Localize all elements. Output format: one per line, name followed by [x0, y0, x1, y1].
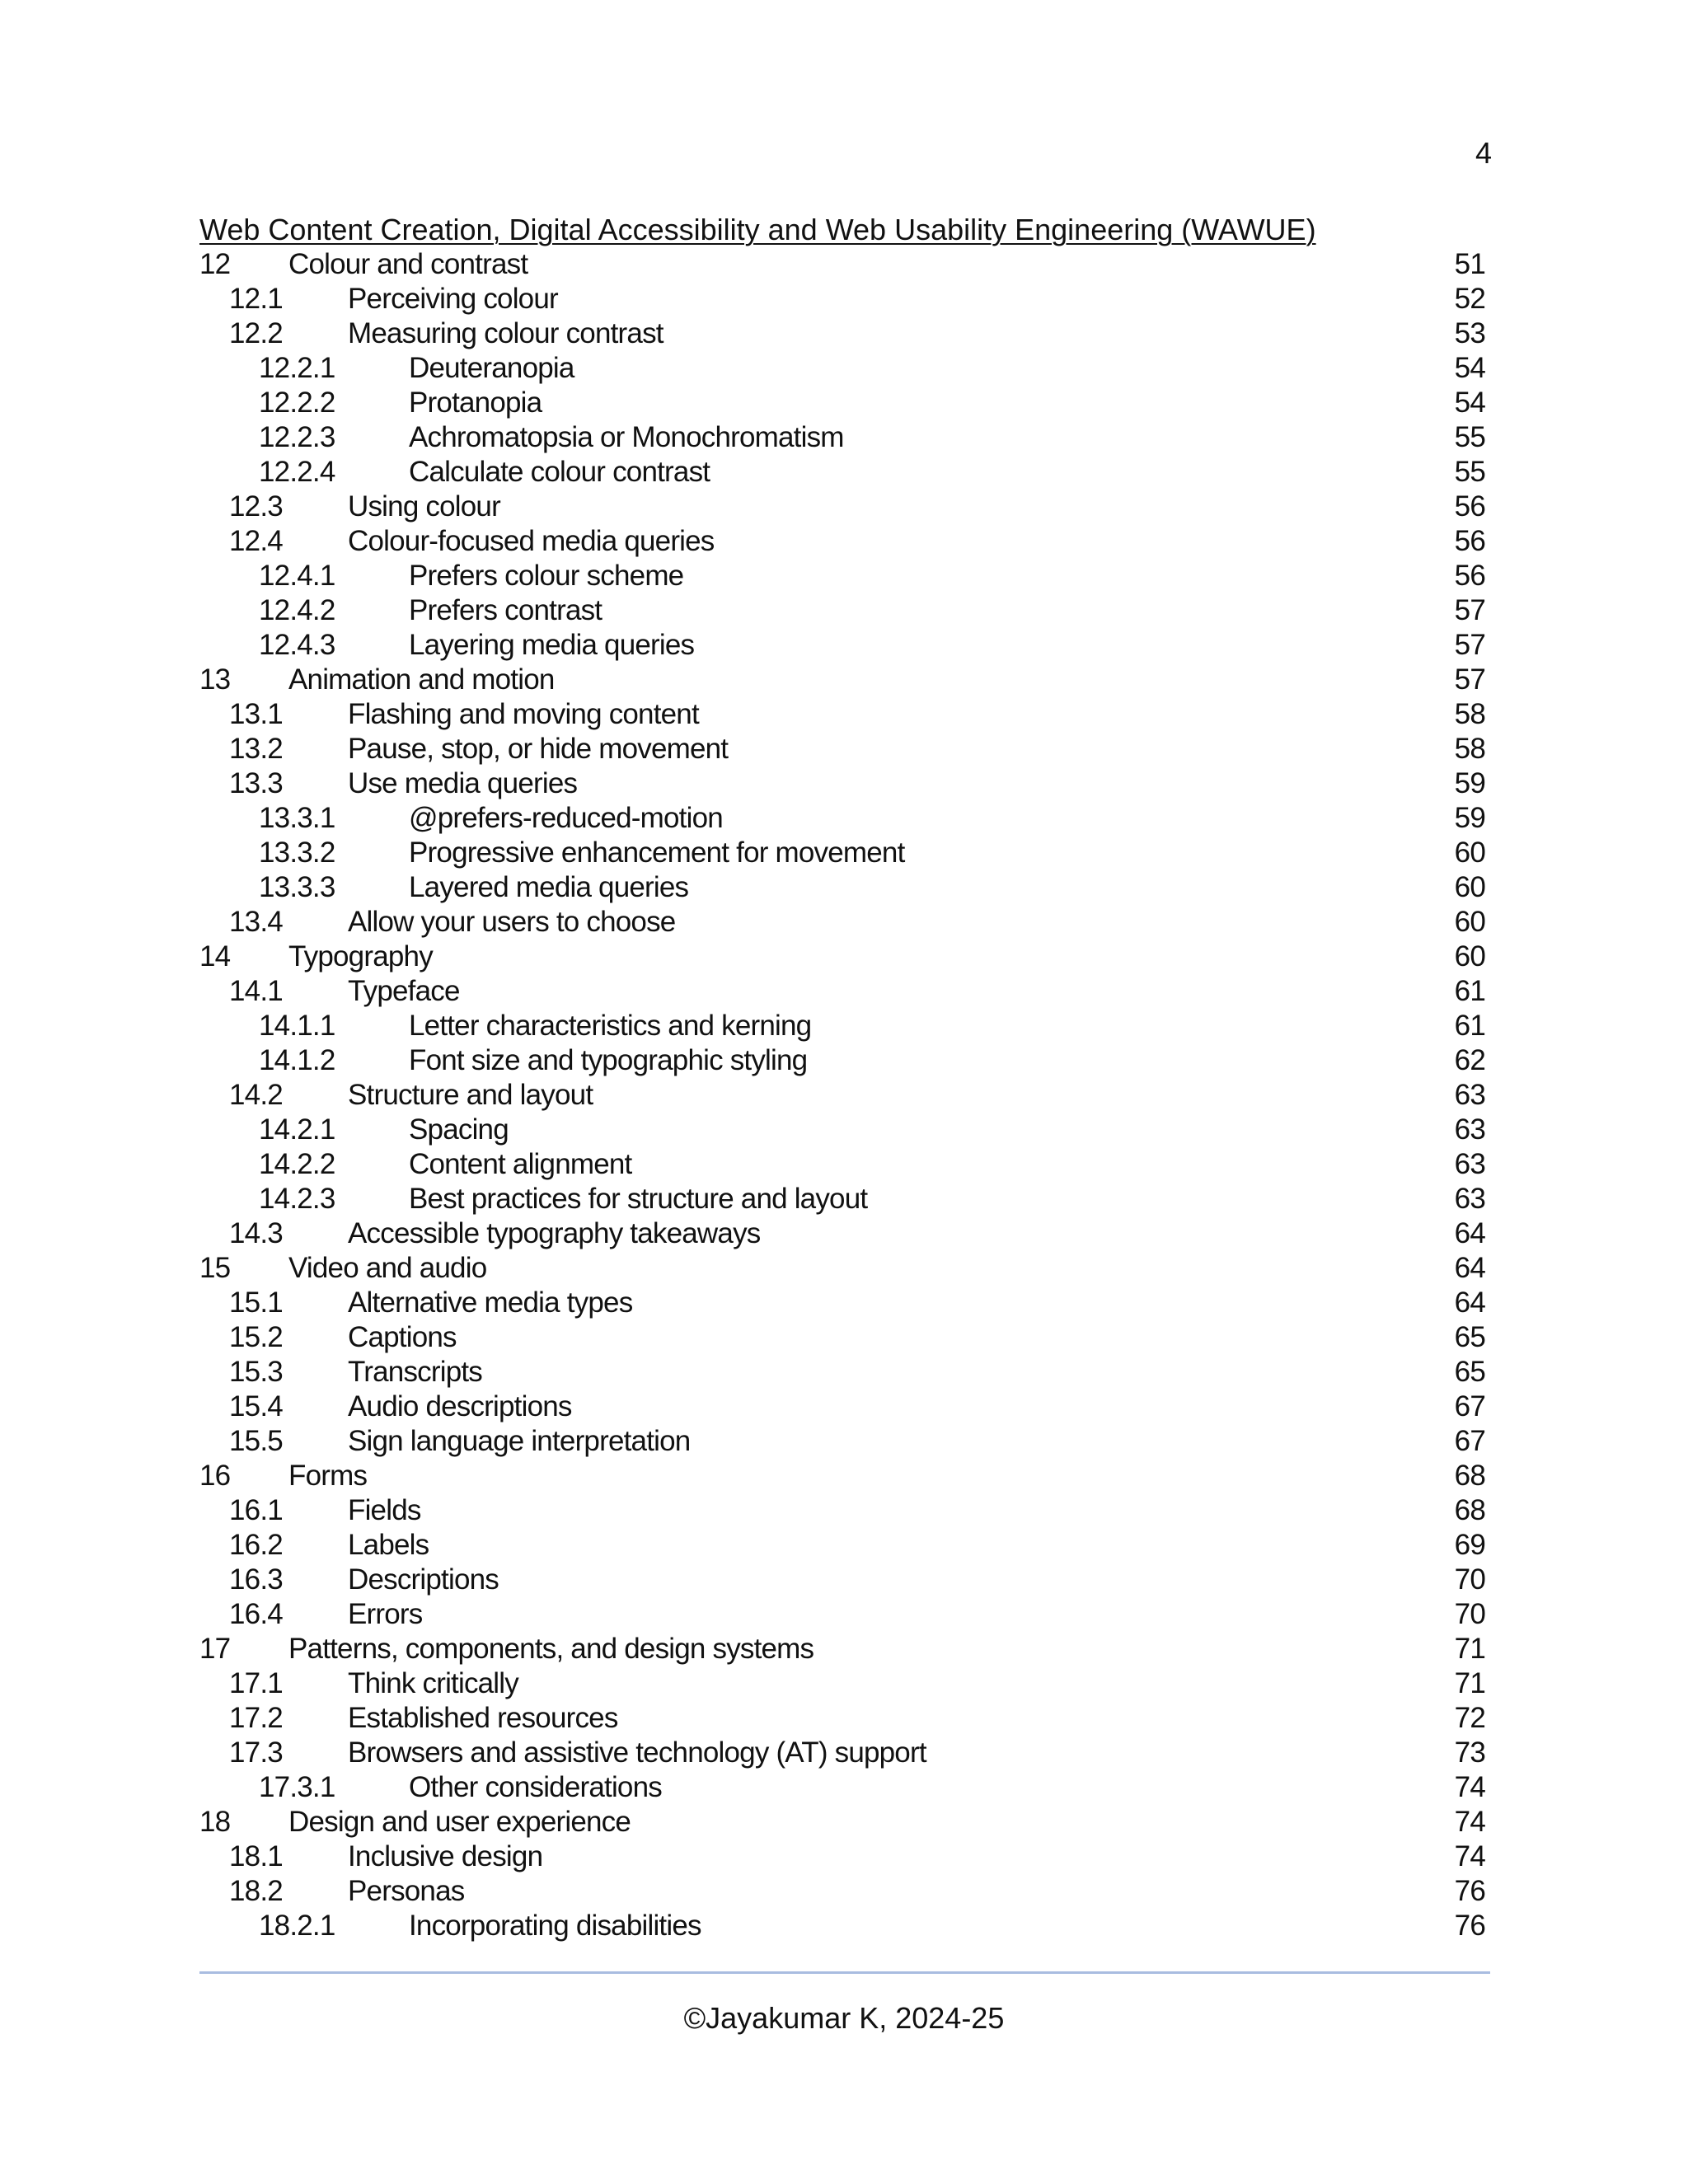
- toc-page-number: 57: [1454, 629, 1485, 661]
- toc-section-number: 15: [199, 1252, 231, 1284]
- toc-entry[interactable]: [199, 940, 1485, 974]
- toc-section-number: 17.2: [229, 1702, 283, 1734]
- toc-section-number: 15.3: [229, 1356, 283, 1388]
- toc-page-number: 56: [1454, 560, 1485, 592]
- toc-section-number: 12: [199, 248, 231, 280]
- toc-page-number: 60: [1454, 940, 1485, 972]
- toc-section-number: 13.1: [229, 698, 283, 730]
- toc-section-title: Colour-focused media queries: [348, 525, 715, 557]
- toc-section-title: Best practices for structure and layout: [409, 1183, 868, 1215]
- toc-page-number: 73: [1454, 1736, 1485, 1769]
- page-number: 4: [1475, 136, 1492, 170]
- toc-section-number: 14.1: [229, 975, 283, 1007]
- toc-page-number: 60: [1454, 906, 1485, 938]
- toc-section-number: 12.2.3: [259, 421, 335, 453]
- toc-section-number: 14: [199, 940, 231, 972]
- toc-entry[interactable]: [199, 1770, 1485, 1805]
- toc-entry[interactable]: [199, 1424, 1485, 1459]
- toc-entry[interactable]: [199, 905, 1485, 940]
- toc-section-number: 16.4: [229, 1598, 283, 1630]
- toc-section-title: Incorporating disabilities: [409, 1910, 701, 1942]
- toc-page-number: 74: [1454, 1806, 1485, 1838]
- toc-entry[interactable]: [199, 455, 1485, 490]
- toc-page-number: 69: [1454, 1529, 1485, 1561]
- toc-entry[interactable]: [199, 974, 1485, 1009]
- toc-section-title: Colour and contrast: [288, 248, 528, 280]
- toc-section-number: 13.3.1: [259, 802, 335, 834]
- toc-section-title: Audio descriptions: [348, 1390, 572, 1422]
- toc-entry[interactable]: [199, 1078, 1485, 1113]
- toc-section-title: Pause, stop, or hide movement: [348, 733, 729, 765]
- toc-section-number: 18: [199, 1806, 231, 1838]
- toc-section-title: Established resources: [348, 1702, 618, 1734]
- toc-section-number: 14.2: [229, 1079, 283, 1111]
- toc-section-title: Letter characteristics and kerning: [409, 1010, 812, 1042]
- toc-section-title: Structure and layout: [348, 1079, 593, 1111]
- toc-section-number: 18.2.1: [259, 1910, 335, 1942]
- toc-page-number: 57: [1454, 594, 1485, 626]
- toc-section-title: Design and user experience: [288, 1806, 631, 1838]
- footer-copyright: ©Jayakumar K, 2024-25: [683, 2001, 1005, 2035]
- toc-entry[interactable]: [199, 1216, 1485, 1251]
- toc-section-title: Use media queries: [348, 767, 578, 799]
- toc-section-title: Allow your users to choose: [348, 906, 676, 938]
- toc-page-number: 58: [1454, 733, 1485, 765]
- toc-page-number: 63: [1454, 1113, 1485, 1146]
- toc-entry[interactable]: [199, 1666, 1485, 1701]
- toc-section-title: Calculate colour contrast: [409, 456, 710, 488]
- toc-section-title: Typography: [288, 940, 433, 972]
- toc-entry[interactable]: [199, 870, 1485, 905]
- toc-section-number: 12.2: [229, 317, 283, 349]
- toc-entry[interactable]: [199, 1909, 1485, 1943]
- toc-entry[interactable]: [199, 559, 1485, 593]
- toc-entry[interactable]: [199, 1320, 1485, 1355]
- toc-page-number: 62: [1454, 1044, 1485, 1076]
- toc-section-title: Captions: [348, 1321, 457, 1353]
- toc-entry[interactable]: [199, 836, 1485, 870]
- toc-section-number: 15.2: [229, 1321, 283, 1353]
- toc-section-title: Forms: [288, 1460, 368, 1492]
- toc-section-title: Layering media queries: [409, 629, 695, 661]
- toc-entry[interactable]: [199, 1251, 1485, 1286]
- toc-section-number: 13.3.3: [259, 871, 335, 903]
- toc-page-number: 74: [1454, 1771, 1485, 1803]
- toc-section-number: 18.2: [229, 1875, 283, 1907]
- toc-page-number: 59: [1454, 802, 1485, 834]
- toc-section-number: 12.4.1: [259, 560, 335, 592]
- toc-entry[interactable]: [199, 490, 1485, 524]
- toc-section-title: Animation and motion: [288, 663, 555, 696]
- toc-entry[interactable]: [199, 1632, 1485, 1666]
- toc-page-number: 58: [1454, 698, 1485, 730]
- toc-section-title: Labels: [348, 1529, 429, 1561]
- toc-section-title: Progressive enhancement for movement: [409, 837, 905, 869]
- toc-entry[interactable]: [199, 1493, 1485, 1528]
- toc-section-number: 12.1: [229, 283, 283, 315]
- toc-page-number: 67: [1454, 1425, 1485, 1457]
- toc-page-number: 55: [1454, 421, 1485, 453]
- toc-entry[interactable]: [199, 1805, 1485, 1840]
- toc-entry[interactable]: [199, 1563, 1485, 1597]
- toc-section-number: 12.2.2: [259, 387, 335, 419]
- toc-section-title: Prefers colour scheme: [409, 560, 684, 592]
- toc-page-number: 70: [1454, 1563, 1485, 1596]
- toc-page-number: 60: [1454, 871, 1485, 903]
- toc-page-number: 71: [1454, 1667, 1485, 1699]
- toc-section-title: Achromatopsia or Monochromatism: [409, 421, 844, 453]
- footer-divider: [199, 1971, 1490, 1974]
- toc-section-title: Patterns, components, and design systems: [288, 1633, 814, 1665]
- toc-page-number: 68: [1454, 1494, 1485, 1526]
- toc-section-number: 13.2: [229, 733, 283, 765]
- toc-section-title: Font size and typographic styling: [409, 1044, 808, 1076]
- toc-entry[interactable]: [199, 1597, 1485, 1632]
- toc-page-number: 64: [1454, 1252, 1485, 1284]
- toc-page-number: 65: [1454, 1321, 1485, 1353]
- toc-entry[interactable]: [199, 1390, 1485, 1424]
- toc-section-title: Think critically: [348, 1667, 518, 1699]
- toc-page-number: 61: [1454, 975, 1485, 1007]
- toc-entry[interactable]: [199, 766, 1485, 801]
- toc-section-title: Deuteranopia: [409, 352, 574, 384]
- toc-page-number: 53: [1454, 317, 1485, 349]
- toc-section-number: 12.2.4: [259, 456, 335, 488]
- toc-entry[interactable]: [199, 697, 1485, 732]
- toc-section-number: 14.1.1: [259, 1010, 335, 1042]
- toc-section-number: 16.3: [229, 1563, 283, 1596]
- toc-section-title: Perceiving colour: [348, 283, 558, 315]
- toc-entry[interactable]: [199, 1701, 1485, 1736]
- toc-section-title: Typeface: [348, 975, 460, 1007]
- toc-entry[interactable]: [199, 1355, 1485, 1390]
- toc-entry[interactable]: [199, 1840, 1485, 1874]
- toc-section-title: Prefers contrast: [409, 594, 603, 626]
- toc-section-number: 15.5: [229, 1425, 283, 1457]
- toc-entry[interactable]: [199, 1009, 1485, 1043]
- toc-page-number: 54: [1454, 352, 1485, 384]
- toc-section-number: 13.3: [229, 767, 283, 799]
- toc-section-number: 16.2: [229, 1529, 283, 1561]
- toc-section-number: 16: [199, 1460, 231, 1492]
- toc-page-number: 65: [1454, 1356, 1485, 1388]
- toc-page-number: 63: [1454, 1148, 1485, 1180]
- toc-page-number: 70: [1454, 1598, 1485, 1630]
- toc-entry[interactable]: [199, 1459, 1485, 1493]
- toc-section-number: 12.2.1: [259, 352, 335, 384]
- toc-entry[interactable]: [199, 593, 1485, 628]
- toc-page-number: 64: [1454, 1217, 1485, 1249]
- toc-page-number: 63: [1454, 1183, 1485, 1215]
- toc-page-number: 74: [1454, 1840, 1485, 1872]
- toc-entry[interactable]: [199, 316, 1485, 351]
- toc-entry[interactable]: [199, 524, 1485, 559]
- toc-section-title: Inclusive design: [348, 1840, 543, 1872]
- toc-entry[interactable]: [199, 732, 1485, 766]
- toc-section-title: Spacing: [409, 1113, 509, 1146]
- toc-page-number: 51: [1454, 248, 1485, 280]
- toc-page-number: 61: [1454, 1010, 1485, 1042]
- toc-page-number: 60: [1454, 837, 1485, 869]
- toc-entry[interactable]: [199, 1874, 1485, 1909]
- toc-page-number: 72: [1454, 1702, 1485, 1734]
- toc-entry[interactable]: [199, 1113, 1485, 1147]
- toc-section-title: Using colour: [348, 490, 500, 523]
- toc-entry[interactable]: [199, 1286, 1485, 1320]
- toc-section-number: 14.2.1: [259, 1113, 335, 1146]
- toc-section-title: Alternative media types: [348, 1286, 633, 1319]
- toc-section-title: Sign language interpretation: [348, 1425, 691, 1457]
- toc-section-title: Video and audio: [288, 1252, 487, 1284]
- toc-section-number: 13.3.2: [259, 837, 335, 869]
- toc-page-number: 76: [1454, 1875, 1485, 1907]
- toc-page-number: 63: [1454, 1079, 1485, 1111]
- toc-page-number: 64: [1454, 1286, 1485, 1319]
- toc-section-number: 17.1: [229, 1667, 283, 1699]
- toc-page-number: 54: [1454, 387, 1485, 419]
- toc-section-title: Other considerations: [409, 1771, 662, 1803]
- toc-section-number: 12.4: [229, 525, 283, 557]
- toc-section-number: 18.1: [229, 1840, 283, 1872]
- toc-page-number: 67: [1454, 1390, 1485, 1422]
- toc-entry[interactable]: [199, 1182, 1485, 1216]
- toc-entry[interactable]: [199, 1147, 1485, 1182]
- toc-entry[interactable]: [199, 247, 1485, 282]
- toc-section-title: Descriptions: [348, 1563, 499, 1596]
- toc-section-title: Content alignment: [409, 1148, 632, 1180]
- toc-section-number: 17: [199, 1633, 231, 1665]
- toc-section-number: 13: [199, 663, 231, 696]
- toc-page-number: 71: [1454, 1633, 1485, 1665]
- toc-entry[interactable]: [199, 1736, 1485, 1770]
- toc-section-number: 13.4: [229, 906, 283, 938]
- toc-section-number: 17.3.1: [259, 1771, 335, 1803]
- toc-page-number: 57: [1454, 663, 1485, 696]
- toc-section-title: Protanopia: [409, 387, 542, 419]
- toc-section-title: Browsers and assistive technology (AT) support: [348, 1736, 926, 1769]
- toc-section-title: Accessible typography takeaways: [348, 1217, 761, 1249]
- toc-page-number: 59: [1454, 767, 1485, 799]
- document-header-title: Web Content Creation, Digital Accessibility and Web Usability Engineering (WAWUE): [199, 213, 1316, 246]
- toc-entry[interactable]: [199, 1528, 1485, 1563]
- toc-section-title: Layered media queries: [409, 871, 689, 903]
- toc-entry[interactable]: [199, 1043, 1485, 1078]
- toc-page-number: 55: [1454, 456, 1485, 488]
- toc-section-number: 16.1: [229, 1494, 283, 1526]
- toc-section-title: Flashing and moving content: [348, 698, 699, 730]
- toc-section-title: Fields: [348, 1494, 421, 1526]
- toc-section-number: 14.3: [229, 1217, 283, 1249]
- toc-section-number: 15.4: [229, 1390, 283, 1422]
- toc-section-number: 17.3: [229, 1736, 283, 1769]
- toc-page-number: 76: [1454, 1910, 1485, 1942]
- toc-section-title: Measuring colour contrast: [348, 317, 663, 349]
- toc-section-number: 14.2.2: [259, 1148, 335, 1180]
- toc-section-number: 12.4.3: [259, 629, 335, 661]
- toc-section-title: Personas: [348, 1875, 465, 1907]
- toc-section-number: 14.2.3: [259, 1183, 335, 1215]
- table-of-contents: [199, 247, 1485, 1943]
- toc-section-number: 12.3: [229, 490, 283, 523]
- toc-entry[interactable]: [199, 420, 1485, 455]
- toc-page-number: 56: [1454, 490, 1485, 523]
- toc-page-number: 52: [1454, 283, 1485, 315]
- toc-section-number: 15.1: [229, 1286, 283, 1319]
- toc-entry[interactable]: [199, 282, 1485, 316]
- toc-section-number: 14.1.2: [259, 1044, 335, 1076]
- toc-entry[interactable]: [199, 628, 1485, 663]
- toc-entry[interactable]: [199, 351, 1485, 386]
- toc-section-title: Transcripts: [348, 1356, 482, 1388]
- toc-section-title: @prefers-reduced-motion: [409, 802, 723, 834]
- toc-section-title: Errors: [348, 1598, 423, 1630]
- toc-page-number: 56: [1454, 525, 1485, 557]
- toc-entry[interactable]: [199, 386, 1485, 420]
- toc-section-number: 12.4.2: [259, 594, 335, 626]
- toc-page-number: 68: [1454, 1460, 1485, 1492]
- toc-entry[interactable]: [199, 663, 1485, 697]
- toc-entry[interactable]: [199, 801, 1485, 836]
